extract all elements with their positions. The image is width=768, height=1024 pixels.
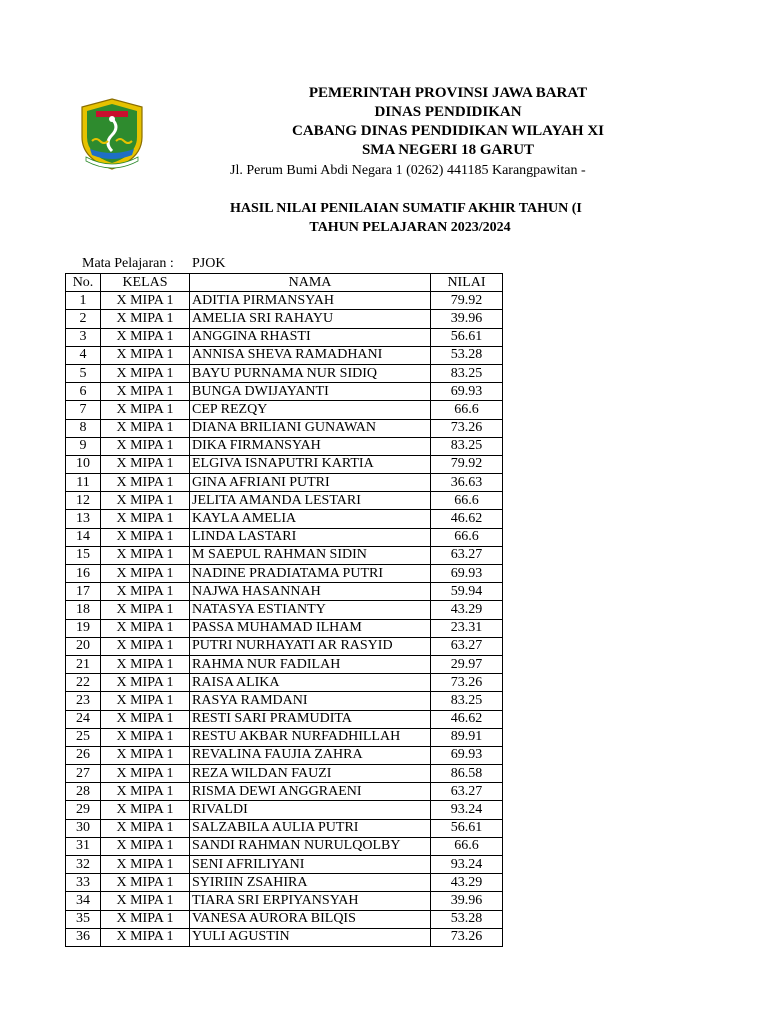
row-nilai: 46.62 [431, 710, 503, 728]
row-nilai: 53.28 [431, 910, 503, 928]
table-row [66, 619, 503, 637]
table-row [66, 856, 503, 874]
table-row [66, 765, 503, 783]
row-kelas: X MIPA 1 [101, 874, 190, 892]
table-row [66, 801, 503, 819]
row-nama: RISMA DEWI ANGGRAENI [190, 783, 431, 801]
row-nama: SALZABILA AULIA PUTRI [190, 819, 431, 837]
table-row [66, 892, 503, 910]
row-nilai: 79.92 [431, 292, 503, 310]
row-kelas: X MIPA 1 [101, 419, 190, 437]
row-nama: RESTU AKBAR NURFADHILLAH [190, 728, 431, 746]
row-nilai: 93.24 [431, 801, 503, 819]
row-kelas: X MIPA 1 [101, 674, 190, 692]
row-no: 33 [66, 874, 101, 892]
table-row [66, 837, 503, 855]
row-nilai: 29.97 [431, 655, 503, 673]
header-nama: NAMA [190, 274, 431, 292]
table-row [66, 346, 503, 364]
row-kelas: X MIPA 1 [101, 528, 190, 546]
row-nilai: 56.61 [431, 328, 503, 346]
header-nilai: NILAI [431, 274, 503, 292]
row-no: 11 [66, 474, 101, 492]
row-no: 30 [66, 819, 101, 837]
grades-table [65, 273, 503, 947]
subject-value: PJOK [192, 256, 226, 271]
row-nama: SENI AFRILIYANI [190, 856, 431, 874]
row-nama: SYIRIIN ZSAHIRA [190, 874, 431, 892]
row-no: 12 [66, 492, 101, 510]
row-kelas: X MIPA 1 [101, 801, 190, 819]
table-row [66, 874, 503, 892]
row-nama: RASYA RAMDANI [190, 692, 431, 710]
table-row [66, 474, 503, 492]
header-government: PEMERINTAH PROVINSI JAWA BARAT [308, 85, 588, 101]
row-kelas: X MIPA 1 [101, 328, 190, 346]
row-nama: ANGGINA RHASTI [190, 328, 431, 346]
row-kelas: X MIPA 1 [101, 856, 190, 874]
row-nilai: 66.6 [431, 401, 503, 419]
row-nilai: 69.93 [431, 746, 503, 764]
row-nilai: 43.29 [431, 874, 503, 892]
table-row [66, 328, 503, 346]
header-branch: CABANG DINAS PENDIDIKAN WILAYAH XI [291, 123, 604, 139]
table-row [66, 601, 503, 619]
row-nilai: 66.6 [431, 837, 503, 855]
row-kelas: X MIPA 1 [101, 783, 190, 801]
subject-label: Mata Pelajaran : [82, 256, 174, 271]
row-kelas: X MIPA 1 [101, 819, 190, 837]
row-nilai: 73.26 [431, 674, 503, 692]
school-address: Jl. Perum Bumi Abdi Negara 1 (0262) 441185 Karangpawitan - [230, 163, 586, 178]
table-row [66, 674, 503, 692]
row-kelas: X MIPA 1 [101, 565, 190, 583]
table-row [66, 910, 503, 928]
row-kelas: X MIPA 1 [101, 292, 190, 310]
row-nama: RAHMA NUR FADILAH [190, 655, 431, 673]
row-no: 21 [66, 655, 101, 673]
row-kelas: X MIPA 1 [101, 474, 190, 492]
table-row [66, 383, 503, 401]
table-row [66, 310, 503, 328]
row-nilai: 39.96 [431, 310, 503, 328]
row-no: 14 [66, 528, 101, 546]
row-nama: RAISA ALIKA [190, 674, 431, 692]
row-kelas: X MIPA 1 [101, 928, 190, 946]
row-nilai: 69.93 [431, 565, 503, 583]
row-no: 8 [66, 419, 101, 437]
row-nama: RESTI SARI PRAMUDITA [190, 710, 431, 728]
row-kelas: X MIPA 1 [101, 728, 190, 746]
header-agency: DINAS PENDIDIKAN [374, 104, 522, 120]
row-nilai: 93.24 [431, 856, 503, 874]
row-nilai: 83.25 [431, 364, 503, 382]
row-no: 1 [66, 292, 101, 310]
row-kelas: X MIPA 1 [101, 346, 190, 364]
row-nama: PUTRI NURHAYATI AR RASYID [190, 637, 431, 655]
row-nama: ANNISA SHEVA RAMADHANI [190, 346, 431, 364]
table-row [66, 783, 503, 801]
row-no: 6 [66, 383, 101, 401]
row-kelas: X MIPA 1 [101, 364, 190, 382]
row-nama: ELGIVA ISNAPUTRI KARTIA [190, 455, 431, 473]
table-row [66, 492, 503, 510]
row-no: 5 [66, 364, 101, 382]
row-kelas: X MIPA 1 [101, 310, 190, 328]
row-no: 3 [66, 328, 101, 346]
row-nilai: 69.93 [431, 383, 503, 401]
table-row [66, 692, 503, 710]
row-no: 25 [66, 728, 101, 746]
row-no: 15 [66, 546, 101, 564]
table-row [66, 419, 503, 437]
row-nama: RIVALDI [190, 801, 431, 819]
row-no: 2 [66, 310, 101, 328]
table-row [66, 637, 503, 655]
row-kelas: X MIPA 1 [101, 746, 190, 764]
row-nilai: 66.6 [431, 528, 503, 546]
table-row [66, 746, 503, 764]
row-no: 20 [66, 637, 101, 655]
row-nilai: 79.92 [431, 455, 503, 473]
row-no: 36 [66, 928, 101, 946]
row-nilai: 73.26 [431, 928, 503, 946]
row-nama: SANDI RAHMAN NURULQOLBY [190, 837, 431, 855]
header-school: SMA NEGERI 18 GARUT [361, 142, 535, 158]
row-nilai: 39.96 [431, 892, 503, 910]
row-no: 29 [66, 801, 101, 819]
row-nama: NAJWA HASANNAH [190, 583, 431, 601]
row-nama: REVALINA FAUJIA ZAHRA [190, 746, 431, 764]
row-kelas: X MIPA 1 [101, 710, 190, 728]
row-no: 16 [66, 565, 101, 583]
row-nama: REZA WILDAN FAUZI [190, 765, 431, 783]
row-kelas: X MIPA 1 [101, 492, 190, 510]
row-kelas: X MIPA 1 [101, 892, 190, 910]
row-nilai: 73.26 [431, 419, 503, 437]
row-no: 10 [66, 455, 101, 473]
report-year: TAHUN PELAJARAN 2023/2024 [309, 220, 511, 235]
row-no: 23 [66, 692, 101, 710]
row-nilai: 36.63 [431, 474, 503, 492]
table-row [66, 401, 503, 419]
row-kelas: X MIPA 1 [101, 619, 190, 637]
row-no: 17 [66, 583, 101, 601]
table-row [66, 583, 503, 601]
row-nilai: 46.62 [431, 510, 503, 528]
row-nama: VANESA AURORA BILQIS [190, 910, 431, 928]
row-nilai: 86.58 [431, 765, 503, 783]
row-nama: NADINE PRADIATAMA PUTRI [190, 565, 431, 583]
header-kelas: KELAS [101, 274, 190, 292]
row-nilai: 56.61 [431, 819, 503, 837]
row-kelas: X MIPA 1 [101, 637, 190, 655]
row-nilai: 83.25 [431, 437, 503, 455]
row-no: 27 [66, 765, 101, 783]
report-title: HASIL NILAI PENILAIAN SUMATIF AKHIR TAHUN (I [230, 201, 582, 216]
row-kelas: X MIPA 1 [101, 765, 190, 783]
row-nama: BUNGA DWIJAYANTI [190, 383, 431, 401]
row-nama: BAYU PURNAMA NUR SIDIQ [190, 364, 431, 382]
row-nama: CEP REZQY [190, 401, 431, 419]
row-no: 19 [66, 619, 101, 637]
row-kelas: X MIPA 1 [101, 837, 190, 855]
row-nama: JELITA AMANDA LESTARI [190, 492, 431, 510]
row-nilai: 63.27 [431, 783, 503, 801]
row-nama: KAYLA AMELIA [190, 510, 431, 528]
row-no: 28 [66, 783, 101, 801]
row-kelas: X MIPA 1 [101, 601, 190, 619]
row-kelas: X MIPA 1 [101, 546, 190, 564]
row-no: 34 [66, 892, 101, 910]
row-no: 9 [66, 437, 101, 455]
row-nilai: 83.25 [431, 692, 503, 710]
row-no: 24 [66, 710, 101, 728]
row-kelas: X MIPA 1 [101, 692, 190, 710]
row-kelas: X MIPA 1 [101, 401, 190, 419]
row-kelas: X MIPA 1 [101, 437, 190, 455]
row-nama: ADITIA PIRMANSYAH [190, 292, 431, 310]
table-header-row [66, 274, 503, 292]
row-no: 32 [66, 856, 101, 874]
row-nilai: 66.6 [431, 492, 503, 510]
table-row [66, 655, 503, 673]
table-row [66, 565, 503, 583]
grades-table-body [66, 292, 503, 947]
row-nilai: 59.94 [431, 583, 503, 601]
row-nilai: 53.28 [431, 346, 503, 364]
row-no: 7 [66, 401, 101, 419]
table-row [66, 510, 503, 528]
table-row [66, 928, 503, 946]
row-no: 35 [66, 910, 101, 928]
row-nama: YULI AGUSTIN [190, 928, 431, 946]
row-no: 31 [66, 837, 101, 855]
west-java-emblem-icon [76, 97, 148, 171]
table-row [66, 710, 503, 728]
row-nama: AMELIA SRI RAHAYU [190, 310, 431, 328]
row-nama: TIARA SRI ERPIYANSYAH [190, 892, 431, 910]
table-row [66, 528, 503, 546]
row-no: 4 [66, 346, 101, 364]
table-row [66, 819, 503, 837]
table-row [66, 292, 503, 310]
row-no: 26 [66, 746, 101, 764]
row-kelas: X MIPA 1 [101, 455, 190, 473]
row-kelas: X MIPA 1 [101, 910, 190, 928]
row-nama: GINA AFRIANI PUTRI [190, 474, 431, 492]
table-row [66, 546, 503, 564]
row-nilai: 43.29 [431, 601, 503, 619]
table-row [66, 455, 503, 473]
row-nama: LINDA LASTARI [190, 528, 431, 546]
row-nama: DIKA FIRMANSYAH [190, 437, 431, 455]
table-row [66, 364, 503, 382]
row-no: 22 [66, 674, 101, 692]
table-row [66, 728, 503, 746]
row-nama: DIANA BRILIANI GUNAWAN [190, 419, 431, 437]
row-kelas: X MIPA 1 [101, 510, 190, 528]
row-nama: NATASYA ESTIANTY [190, 601, 431, 619]
row-nama: M SAEPUL RAHMAN SIDIN [190, 546, 431, 564]
row-kelas: X MIPA 1 [101, 655, 190, 673]
row-nama: PASSA MUHAMAD ILHAM [190, 619, 431, 637]
row-no: 18 [66, 601, 101, 619]
header-no: No. [66, 274, 101, 292]
row-no: 13 [66, 510, 101, 528]
row-nilai: 23.31 [431, 619, 503, 637]
row-kelas: X MIPA 1 [101, 583, 190, 601]
row-nilai: 63.27 [431, 637, 503, 655]
row-kelas: X MIPA 1 [101, 383, 190, 401]
table-row [66, 437, 503, 455]
row-nilai: 63.27 [431, 546, 503, 564]
row-nilai: 89.91 [431, 728, 503, 746]
